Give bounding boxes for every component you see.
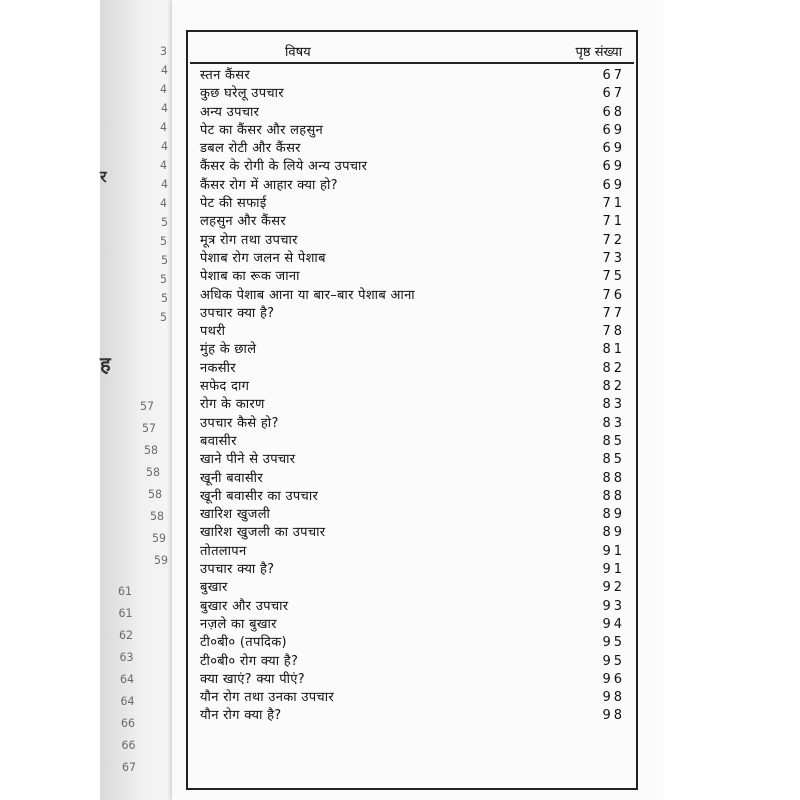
- entry-page-number: 69: [602, 159, 625, 175]
- contents-row: [200, 579, 625, 597]
- entry-page-number: 83: [602, 415, 625, 431]
- entry-topic: मूत्र रोग तथा उपचार: [200, 232, 298, 248]
- entry-page-number: 69: [602, 122, 625, 138]
- entry-topic: खारिश खुजली का उपचार: [200, 525, 326, 541]
- background-page-number: 5: [160, 272, 167, 287]
- entry-topic: अन्य उपचार: [200, 104, 260, 120]
- background-page-number: 67: [122, 760, 136, 775]
- entry-page-number: 91: [602, 543, 625, 559]
- entry-topic: कैंसर के रोगी के लिये अन्य उपचार: [200, 159, 368, 175]
- entry-page-number: 98: [602, 708, 625, 724]
- entry-page-number: 88: [602, 470, 625, 486]
- contents-row: [200, 140, 625, 158]
- entry-page-number: 75: [602, 269, 625, 285]
- background-page-number: 4: [161, 177, 168, 192]
- entry-topic: नज़ले का बुखार: [200, 616, 277, 632]
- entry-page-number: 83: [602, 397, 625, 413]
- entry-topic: खाने पीने से उपचार: [200, 452, 296, 468]
- entry-topic: पेशाब का रूक जाना: [200, 269, 300, 285]
- entry-topic: टी०बी० रोग क्या है?: [200, 653, 299, 669]
- contents-row: [200, 488, 625, 506]
- entry-page-number: 88: [602, 488, 625, 504]
- contents-row: [200, 213, 625, 231]
- contents-row: [200, 287, 625, 305]
- background-page-number: 4: [160, 120, 167, 135]
- background-page-number: 4: [161, 139, 168, 154]
- entry-page-number: 93: [602, 598, 625, 614]
- background-page-number: 5: [160, 310, 167, 325]
- entry-page-number: 85: [602, 452, 625, 468]
- entry-page-number: 77: [602, 305, 625, 321]
- contents-row: [200, 415, 625, 433]
- entry-page-number: 82: [602, 379, 625, 395]
- entry-topic: लहसुन और कैंसर: [200, 214, 286, 230]
- background-page-number: 59: [154, 553, 168, 568]
- contents-row: [200, 470, 625, 488]
- background-page-number: 62: [119, 628, 133, 643]
- entry-topic: सफेद दाग: [200, 379, 250, 395]
- contents-row: [200, 671, 625, 689]
- background-page-number: 5: [161, 215, 168, 230]
- entry-page-number: 78: [602, 324, 625, 340]
- background-page-number: 64: [120, 672, 134, 687]
- contents-row: [200, 396, 625, 414]
- entry-topic: बुखार और उपचार: [200, 598, 289, 614]
- entry-topic: यौन रोग तथा उनका उपचार: [200, 690, 334, 706]
- background-page-number: 4: [160, 196, 167, 211]
- entry-topic: उपचार क्या है?: [200, 305, 275, 321]
- entry-topic: नकसीर: [200, 360, 236, 376]
- entry-topic: खारिश खुजली: [200, 507, 271, 523]
- header-divider: [190, 62, 634, 64]
- entry-page-number: 95: [602, 653, 625, 669]
- contents-row: [200, 653, 625, 671]
- background-page-number: 58: [148, 487, 162, 502]
- entry-topic: तोतलापन: [200, 543, 247, 559]
- entry-topic: स्तन कैंसर: [200, 68, 251, 83]
- entry-page-number: 98: [602, 690, 625, 706]
- entry-topic: पेट की सफाई: [200, 196, 267, 212]
- contents-header: [190, 40, 634, 60]
- contents-row: [200, 305, 625, 323]
- contents-row: [200, 378, 625, 396]
- contents-row: [200, 85, 625, 103]
- background-page-number: 66: [121, 716, 135, 731]
- background-page-number: 57: [142, 421, 156, 436]
- contents-row: [200, 634, 625, 652]
- contents-row: [200, 195, 625, 213]
- entry-page-number: 67: [602, 86, 625, 102]
- background-page-number: 4: [160, 158, 167, 173]
- background-page-number: 4: [161, 63, 168, 78]
- background-page-number: 66: [121, 738, 136, 753]
- entry-topic: यौन रोग क्या है?: [200, 708, 282, 724]
- background-page-number: 61: [118, 584, 132, 599]
- topic-column-header: विषय: [285, 45, 311, 60]
- contents-list: [200, 67, 625, 726]
- contents-row: [200, 506, 625, 524]
- contents-row: [200, 177, 625, 195]
- background-page-number: 58: [146, 465, 160, 480]
- entry-page-number: 92: [602, 580, 625, 596]
- entry-page-number: 91: [602, 562, 625, 578]
- contents-row: [200, 616, 625, 634]
- background-page-number: 63: [119, 650, 134, 665]
- background-page-number: 64: [120, 694, 135, 709]
- contents-row: [200, 232, 625, 250]
- background-page-number: 4: [161, 101, 168, 116]
- entry-page-number: 94: [602, 616, 625, 632]
- contents-row: [200, 561, 625, 579]
- entry-topic: कुछ घरेलू उपचार: [200, 86, 284, 102]
- entry-topic: क्या खाएं? क्या पीएं?: [200, 671, 305, 687]
- background-page-number: 59: [152, 531, 166, 546]
- contents-row: [200, 341, 625, 359]
- entry-topic: उपचार कैसे हो?: [200, 415, 279, 431]
- background-page-number: 58: [144, 443, 158, 458]
- entry-topic: मुंह के छाले: [200, 342, 257, 358]
- entry-topic: खूनी बवासीर का उपचार: [200, 488, 319, 504]
- entry-topic: बवासीर: [200, 433, 237, 449]
- contents-row: [200, 524, 625, 542]
- entry-page-number: 73: [602, 250, 625, 266]
- entry-page-number: 95: [602, 635, 625, 651]
- contents-row: [200, 122, 625, 140]
- contents-row: [200, 543, 625, 561]
- entry-topic: खूनी बवासीर: [200, 470, 263, 486]
- background-page-number: 3: [160, 44, 167, 59]
- contents-row: [200, 689, 625, 707]
- background-page-number: 5: [161, 291, 168, 306]
- page-column-header: पृष्ठ संख्या: [575, 45, 622, 60]
- entry-topic: अधिक पेशाब आना या बार–बार पेशाब आना: [200, 287, 415, 303]
- entry-page-number: 71: [602, 214, 625, 230]
- entry-page-number: 89: [602, 507, 625, 523]
- entry-page-number: 69: [602, 141, 625, 157]
- entry-page-number: 96: [602, 671, 625, 687]
- contents-row: [200, 268, 625, 286]
- contents-row: [200, 451, 625, 469]
- background-page-number: 5: [160, 234, 167, 249]
- contents-row: [200, 104, 625, 122]
- entry-page-number: 71: [602, 196, 625, 212]
- entry-topic: कैंसर रोग में आहार क्या हो?: [200, 177, 338, 193]
- background-surface: [662, 0, 800, 800]
- entry-topic: उपचार क्या है?: [200, 562, 275, 578]
- entry-page-number: 69: [602, 177, 625, 193]
- entry-page-number: 67: [602, 68, 625, 83]
- contents-row: [200, 323, 625, 341]
- contents-row: [200, 67, 625, 85]
- background-page-number: 58: [150, 509, 164, 524]
- background-page-number: 4: [160, 82, 167, 97]
- entry-topic: पेट का कैंसर और लहसुन: [200, 122, 324, 138]
- contents-row: [200, 158, 625, 176]
- entry-page-number: 81: [602, 342, 625, 358]
- background-fragment: ह: [100, 352, 111, 376]
- entry-page-number: 68: [602, 104, 625, 120]
- entry-page-number: 76: [602, 287, 625, 303]
- entry-topic: बुखार: [200, 580, 228, 596]
- background-fragment: र: [100, 167, 107, 186]
- contents-row: [200, 250, 625, 268]
- contents-row: [200, 360, 625, 378]
- entry-topic: रोग के कारण: [200, 397, 265, 413]
- entry-topic: टी०बी० (तपदिक): [200, 635, 287, 651]
- contents-row: [200, 707, 625, 725]
- entry-page-number: 82: [602, 360, 625, 376]
- entry-topic: डबल रोटी और कैंसर: [200, 141, 301, 157]
- entry-topic: पेशाब रोग जलन से पेशाब: [200, 250, 326, 266]
- contents-row: [200, 433, 625, 451]
- entry-page-number: 89: [602, 525, 625, 541]
- background-page-number: 61: [118, 606, 133, 621]
- entry-topic: पथरी: [200, 324, 226, 340]
- entry-page-number: 85: [602, 433, 625, 449]
- background-page-number: 57: [140, 399, 154, 414]
- entry-page-number: 72: [602, 232, 625, 248]
- background-page-number: 5: [161, 253, 168, 268]
- contents-row: [200, 598, 625, 616]
